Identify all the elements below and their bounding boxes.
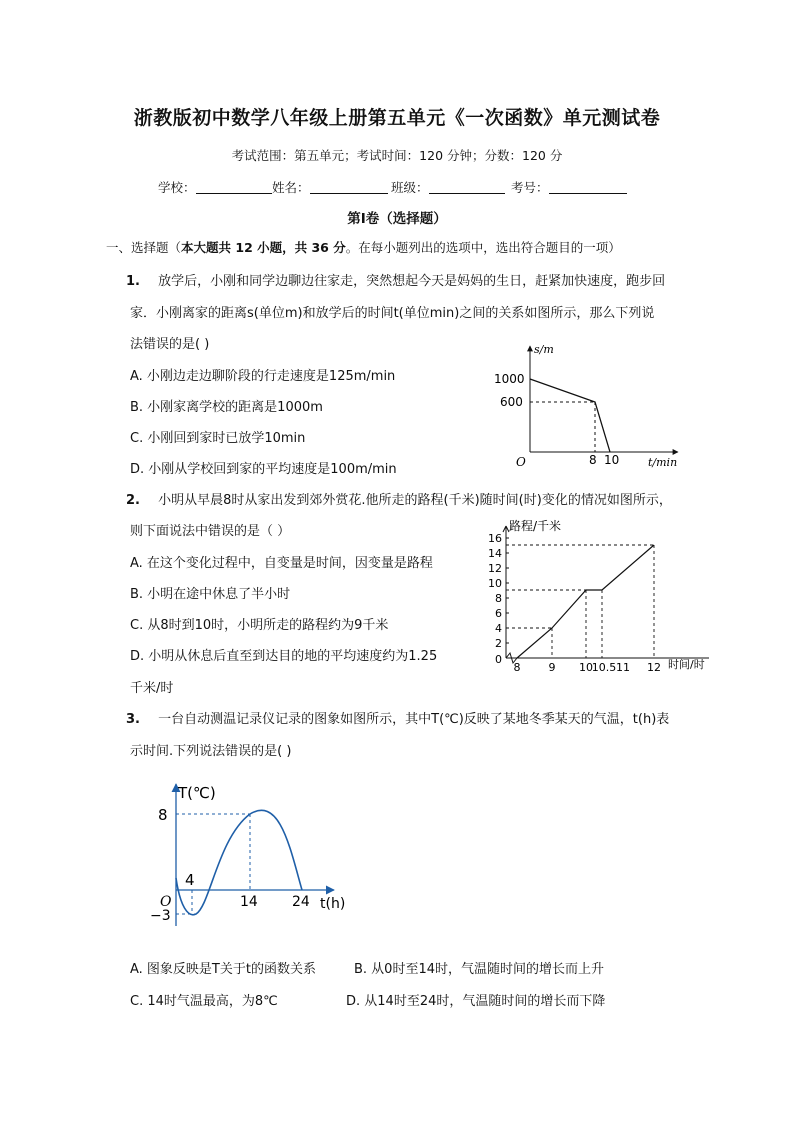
q3-line-1 [126, 708, 669, 727]
exam-info: 考试范围：第五单元；考试时间：120 分钟；分数：120 分 [231, 148, 563, 163]
q1-option-d[interactable]: D. 小刚从学校回到家的平均速度是100m/min [130, 462, 397, 477]
q3-x-label: t(h) [320, 896, 346, 912]
q3-guides [176, 814, 250, 914]
q2-line-2: 则下面说法中错误的是（ ） [130, 524, 291, 539]
q3-y-label: T(℃) [178, 784, 216, 802]
q1-x-label: t/min [648, 456, 678, 469]
section-heading [106, 238, 621, 256]
q2-y-tick-8: 8 [495, 592, 502, 605]
class-blank[interactable] [429, 180, 505, 194]
q1-option-c[interactable]: C. 小刚回到家时已放学10min [130, 431, 306, 446]
q2-guides [506, 545, 654, 658]
q1-origin: O [516, 455, 526, 469]
q1-x-tick-8: 8 [589, 453, 597, 467]
q3-graph [140, 778, 360, 930]
q1-x-tick-10: 10 [604, 453, 620, 467]
q1-option-b[interactable]: B. 小刚家离学校的距离是1000m [130, 400, 323, 415]
q3-option-a[interactable]: A. 图象反映是T关于t的函数关系 [130, 962, 316, 977]
q1-graph [488, 340, 688, 474]
q3-y-tick-8: 8 [158, 806, 168, 824]
q2-y-tick-14: 14 [488, 547, 502, 560]
q2-option-b[interactable]: B. 小明在途中休息了半小时 [130, 587, 291, 602]
q2-y-label: 路程/千米 [509, 519, 562, 533]
q2-option-d[interactable]: D. 小明从休息后直至到达目的地的平均速度约为1.25 [130, 649, 438, 664]
q3-text-1: 一台自动测温记录仪记录的图象如图所示，其中T(℃)反映了某地冬季某天的气温，t(h)表 [158, 712, 670, 727]
q3-x-tick-24: 24 [292, 894, 310, 910]
q2-x-tick-10-5: 10.5 [591, 661, 617, 674]
q1-y-label: s/m [534, 343, 554, 356]
q3-option-c[interactable]: C. 14时气温最高，为8℃ [130, 994, 278, 1009]
q2-number: 2. [126, 493, 140, 508]
q2-y-tick-0: 0 [495, 653, 502, 666]
q1-option-a[interactable]: A. 小刚边走边聊阶段的行走速度是125m/min [130, 369, 396, 384]
q2-y-tick-10: 10 [488, 577, 502, 590]
q3-temperature-curve [176, 810, 302, 914]
field-id [511, 178, 627, 196]
q2-y-tick-16: 16 [488, 532, 502, 545]
q1-number: 1. [126, 274, 140, 289]
q1-line-graph [530, 379, 610, 452]
field-school [158, 178, 272, 196]
q1-text-1: 放学后，小刚和同学边聊边往家走，突然想起今天是妈妈的生日，赶紧加快速度，跑步回 [158, 274, 666, 289]
q2-y-tick-12: 12 [488, 562, 502, 575]
q3-number: 3. [126, 712, 140, 727]
q2-x-label: 时间/时 [668, 658, 705, 671]
field-id-label: 考号： [511, 180, 549, 195]
q3-line-2: 示时间.下列说法错误的是( ) [130, 744, 292, 759]
q2-x-tick-9: 9 [548, 661, 556, 674]
q2-option-d-cont: 千米/时 [130, 681, 174, 696]
q1-y-tick-600: 600 [500, 395, 523, 409]
q2-y-tick-2: 2 [495, 637, 502, 650]
q3-y-tick-neg3: −3 [150, 908, 171, 924]
school-blank[interactable] [196, 180, 272, 194]
q3-x-tick-14: 14 [240, 894, 258, 910]
q1-line-3: 法错误的是( ) [130, 337, 210, 352]
q2-text-1: 小明从早晨8时从家出发到郊外赏花.他所走的路程(千米)随时间(时)变化的情况如图所示， [158, 493, 672, 508]
q3-origin: O [160, 894, 172, 910]
field-class [391, 178, 505, 196]
q1-line-2: 家．小刚离家的距离s(单位m)和放学后的时间t(单位min)之间的关系如图所示，那么下列说 [130, 306, 655, 321]
q2-y-tick-4: 4 [495, 622, 502, 635]
q1-y-tick-1000: 1000 [494, 372, 525, 386]
q2-y-tick-6: 6 [495, 607, 502, 620]
section-rest: 。在每小题列出的选项中，选出符合题目的一项） [345, 240, 621, 255]
q2-x-tick-10: 10 [579, 661, 593, 674]
section-bold: 本大题共 12 小题，共 36 分 [181, 240, 346, 255]
q2-x-tick-12: 12 [647, 661, 661, 674]
q2-line-graph [517, 545, 654, 658]
part-title: 第Ⅰ卷（选择题） [347, 211, 447, 227]
q2-x-tick-8: 8 [513, 661, 521, 674]
q2-line-1 [126, 489, 672, 508]
q3-option-d[interactable]: D. 从14时至24时，气温随时间的增长而下降 [346, 994, 606, 1009]
q2-x-tick-11: 11 [616, 661, 630, 674]
q1-line-1 [126, 270, 665, 289]
q3-x-tick-4: 4 [185, 871, 195, 889]
name-blank[interactable] [310, 180, 388, 194]
field-school-label: 学校： [158, 180, 196, 195]
field-name [272, 178, 388, 196]
id-blank[interactable] [549, 180, 627, 194]
q2-option-c[interactable]: C. 从8时到10时，小明所走的路程约为9千米 [130, 618, 389, 633]
page-title: 浙教版初中数学八年级上册第五单元《一次函数》单元测试卷 [133, 107, 661, 129]
q2-graph [484, 518, 714, 674]
field-name-label: 姓名： [272, 180, 310, 195]
section-label: 一、选择题（ [106, 240, 182, 255]
field-class-label: 班级： [391, 180, 429, 195]
q2-option-a[interactable]: A. 在这个变化过程中，自变量是时间，因变量是路程 [130, 556, 433, 571]
q3-option-b[interactable]: B. 从0时至14时，气温随时间的增长而上升 [354, 962, 604, 977]
